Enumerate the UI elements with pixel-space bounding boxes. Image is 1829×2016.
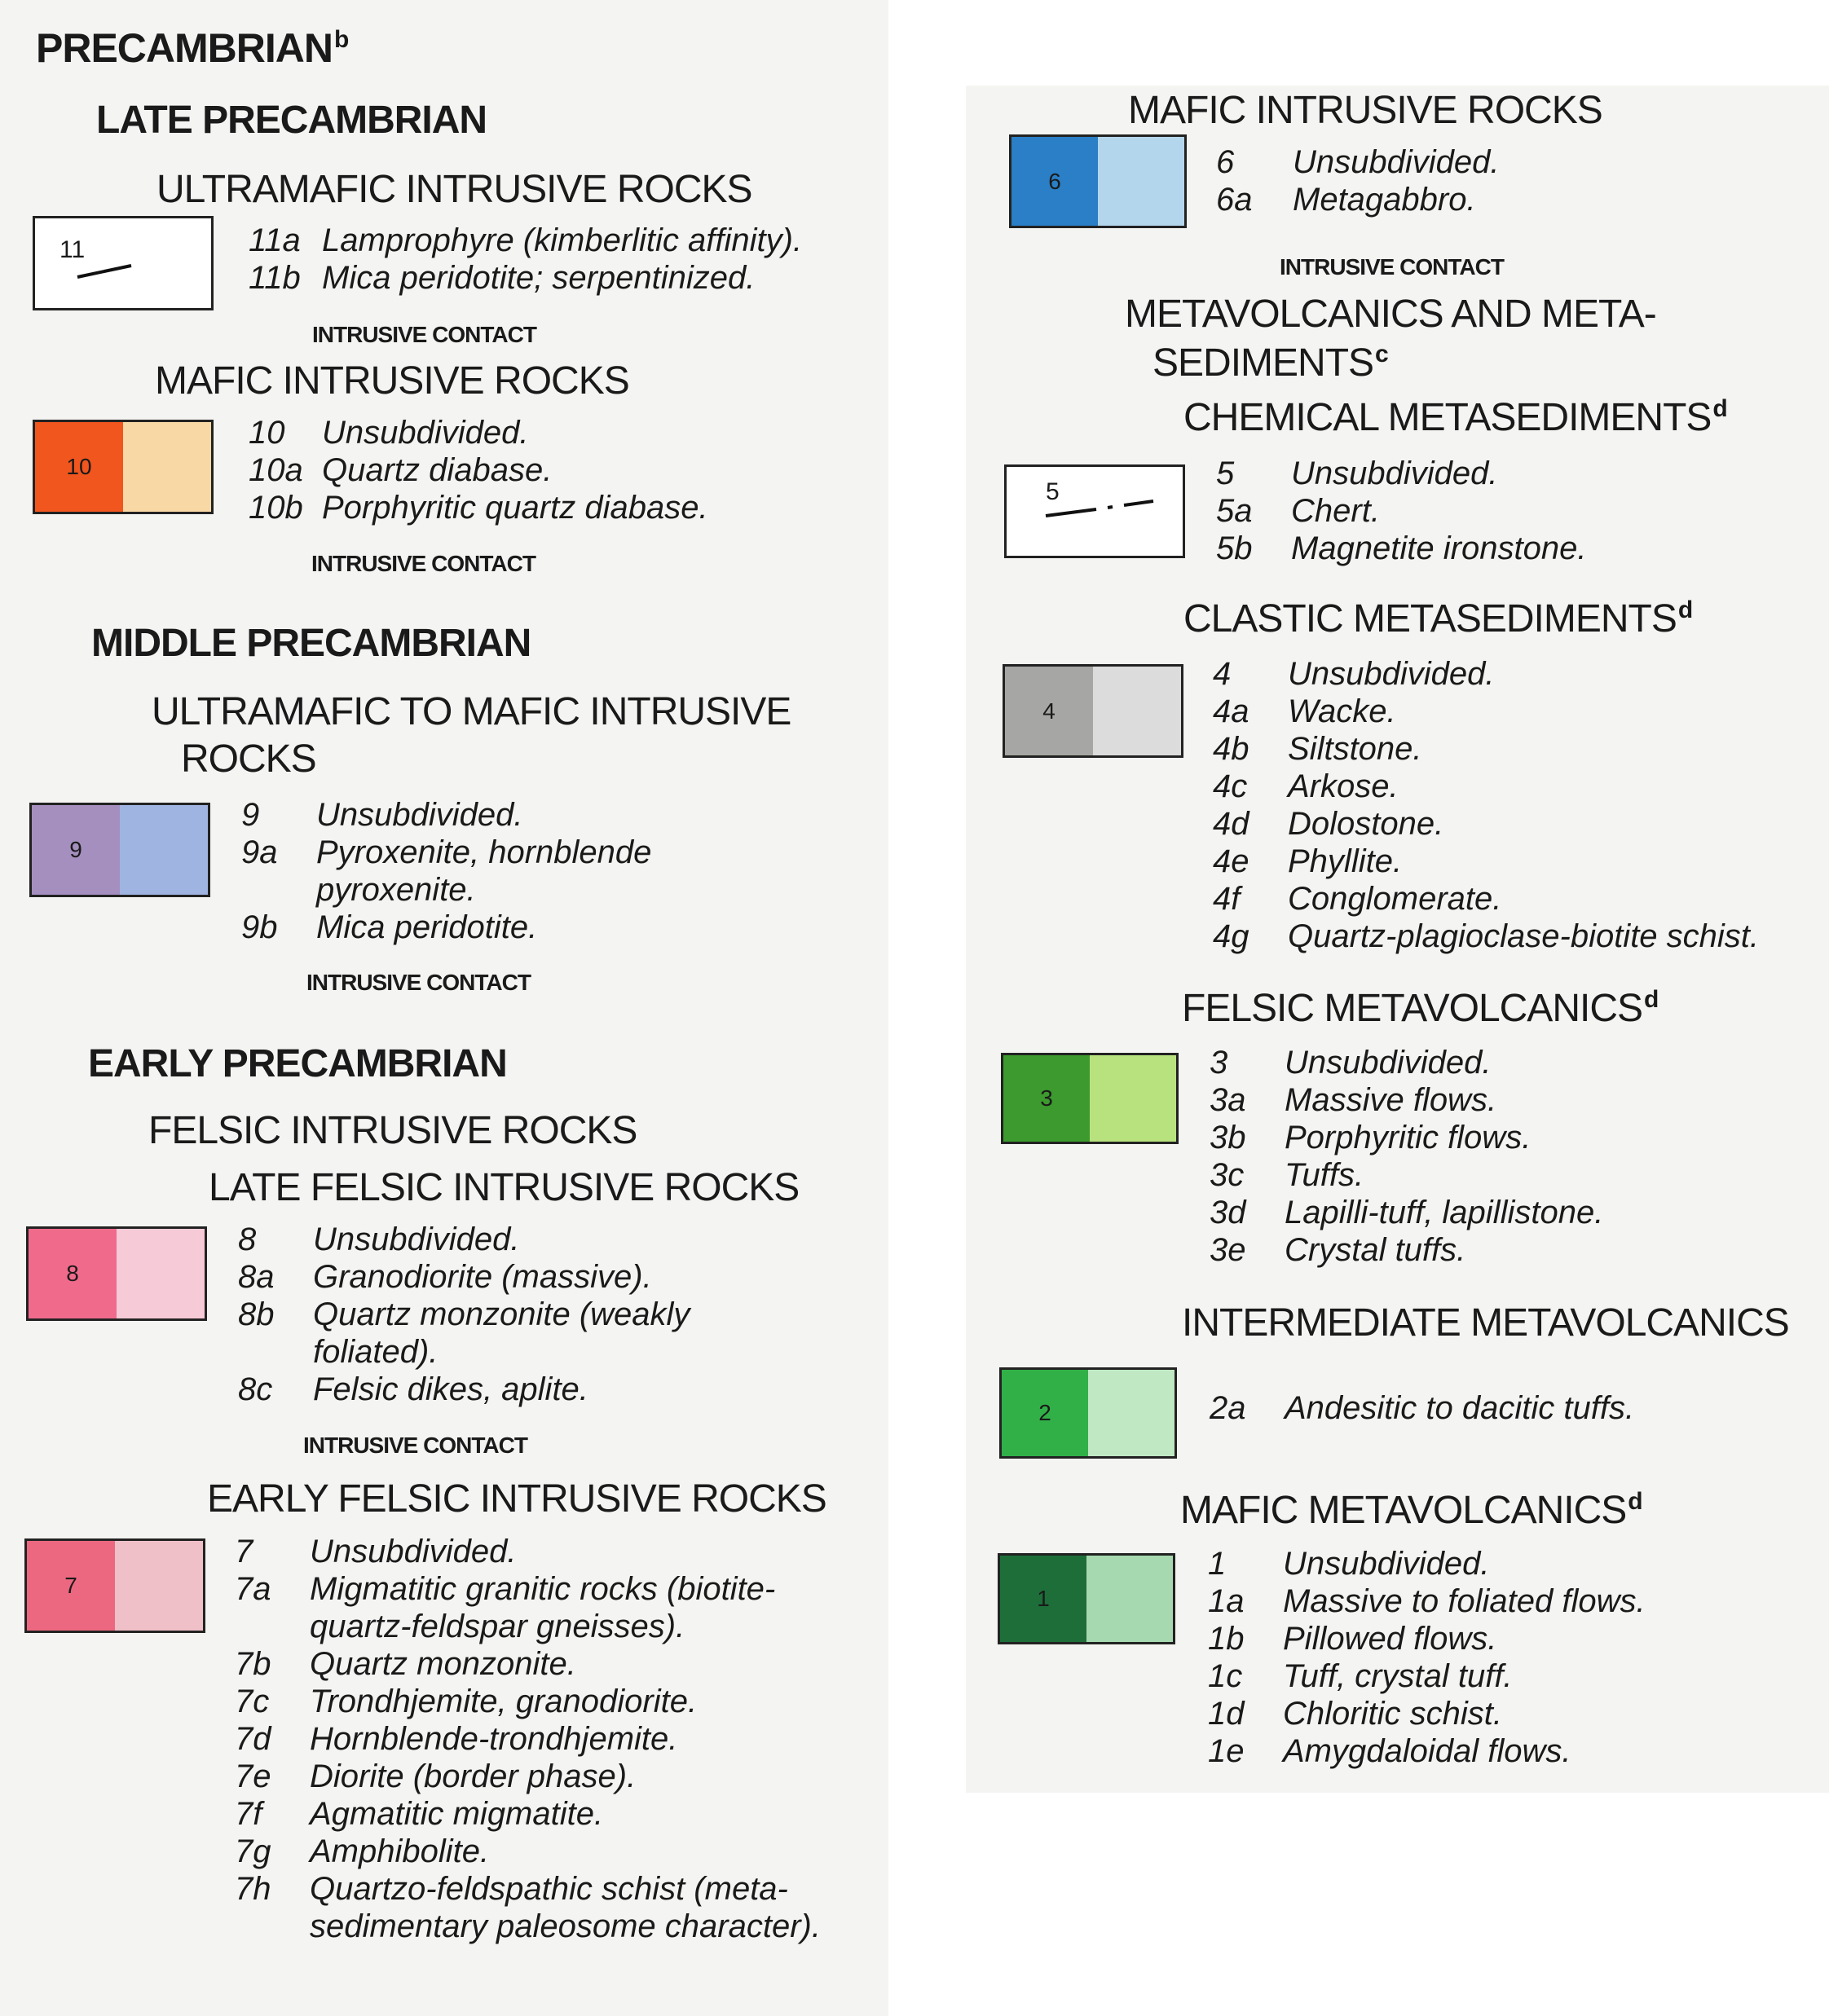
footnote-d: d xyxy=(1644,986,1659,1013)
unit-4-items xyxy=(1213,655,1816,955)
list-item: 8c Felsic dikes, aplite. xyxy=(238,1371,588,1407)
list-item: 4b Siltstone. xyxy=(1213,731,1422,767)
list-item: 1a Massive to foliated flows. xyxy=(1208,1583,1646,1619)
felsic-intrusive-heading: FELSIC INTRUSIVE ROCKS xyxy=(148,1109,637,1152)
unit-10-swatch xyxy=(33,420,214,514)
chemical-metasediments-heading: CHEMICAL METASEDIMENTS$^d$ xyxy=(1183,395,1727,439)
footnote-d: d xyxy=(1677,596,1693,623)
list-item: 3b Porphyritic flows. xyxy=(1210,1120,1532,1155)
early-precambrian-heading: EARLY PRECAMBRIAN xyxy=(88,1042,507,1085)
unit-5-items xyxy=(1216,455,1787,567)
intrusive-contact-label: INTRUSIVE CONTACT xyxy=(303,1433,527,1458)
clastic-metasediments-heading: CLASTIC METASEDIMENTS$^d$ xyxy=(1183,596,1693,640)
intrusive-contact-label: INTRUSIVE CONTACT xyxy=(311,551,535,576)
list-item: 8 Unsubdivided. xyxy=(238,1221,520,1257)
early-felsic-heading: EARLY FELSIC INTRUSIVE ROCKS xyxy=(207,1477,826,1521)
list-item: 3e Crystal tuffs. xyxy=(1210,1232,1466,1268)
list-item: 4 Unsubdivided. xyxy=(1213,656,1495,692)
list-item: 4c Arkose. xyxy=(1213,768,1399,804)
list-item: 2a Andesitic to dacitic tuffs. xyxy=(1210,1390,1635,1426)
list-item: 8a Granodiorite (massive). xyxy=(238,1259,652,1295)
late-precambrian-heading: LATE PRECAMBRIAN xyxy=(96,99,487,142)
list-item: 7d Hornblende-trondhjemite. xyxy=(235,1721,678,1757)
unit-3-swatch xyxy=(1001,1053,1179,1144)
swatch-light xyxy=(1093,667,1181,755)
unit-6-items xyxy=(1216,143,1787,218)
list-item: 5a Chert. xyxy=(1216,493,1380,529)
unit-2-swatch xyxy=(999,1367,1177,1459)
mafic-metavolcanics-heading: MAFIC METAVOLCANICS$^d$ xyxy=(1180,1488,1642,1532)
footnote-c: c xyxy=(1375,341,1388,368)
list-item: 10a Quartz diabase. xyxy=(249,452,553,488)
list-item: 4e Phyllite. xyxy=(1213,843,1403,879)
swatch-light xyxy=(1098,137,1184,226)
list-item: 4g Quartz-plagioclase-biotite schist. xyxy=(1213,918,1760,954)
unit-2-items xyxy=(1210,1389,1813,1427)
swatch-light xyxy=(1088,1370,1175,1456)
list-item: 1c Tuff, crystal tuff. xyxy=(1208,1658,1513,1694)
unit-6-swatch xyxy=(1009,134,1187,228)
mafic-intrusive-heading: MAFIC INTRUSIVE ROCKS xyxy=(155,359,629,403)
unit-9-items xyxy=(241,796,730,946)
unit-8-swatch xyxy=(26,1226,207,1321)
ultramafic-to-mafic-heading-cont: ROCKS xyxy=(181,737,316,781)
ultramafic-to-mafic-heading: ULTRAMAFIC TO MAFIC INTRUSIVE xyxy=(152,690,791,733)
list-item: 7g Amphibolite. xyxy=(235,1833,490,1869)
unit-11-label: 11 xyxy=(59,236,86,263)
unit-3-items xyxy=(1210,1044,1813,1269)
felsic-metavolcanics-heading: FELSIC METAVOLCANICS$^d$ xyxy=(1182,986,1659,1030)
list-item: 10 Unsubdivided. xyxy=(249,415,529,451)
swatch-dark: 3 xyxy=(1003,1055,1090,1142)
unit-7-swatch xyxy=(24,1538,205,1633)
intrusive-contact-label: INTRUSIVE CONTACT xyxy=(1280,254,1504,280)
list-item: 7f Agmatitic migmatite. xyxy=(235,1796,604,1832)
dashed-line-symbol-icon xyxy=(1007,467,1183,556)
list-item: 7c Trondhjemite, granodiorite. xyxy=(235,1684,698,1719)
list-item: 7b Quartz monzonite. xyxy=(235,1646,576,1682)
footnote-d: d xyxy=(1628,1488,1642,1515)
swatch-dark: 7 xyxy=(27,1541,115,1631)
unit-5-label: 5 xyxy=(1046,478,1060,505)
unit-4-swatch xyxy=(1003,664,1183,758)
list-item: 10b Porphyritic quartz diabase. xyxy=(249,490,708,526)
list-item: 6a Metagabbro. xyxy=(1216,182,1476,218)
footnote-d: d xyxy=(1712,395,1727,422)
list-item: 3d Lapilli-tuff, lapillistone. xyxy=(1210,1195,1604,1230)
list-item: 6 Unsubdivided. xyxy=(1216,144,1500,180)
unit-7-items xyxy=(235,1533,854,1945)
unit-9-swatch xyxy=(29,803,210,897)
swatch-dark: 8 xyxy=(29,1229,117,1318)
swatch-dark: 1 xyxy=(1000,1556,1086,1642)
dike-symbol-icon xyxy=(35,218,211,308)
list-item: 8b Quartz monzonite (weakly foliated). xyxy=(238,1296,690,1370)
unit-11-swatch xyxy=(33,216,214,310)
list-item: 7a Migmatitic granitic rocks (biotite-quartz-feldspar gneisses). xyxy=(235,1571,776,1644)
precambrian-title: PRECAMBRIAN$^b$ xyxy=(36,25,349,71)
metavolcanics-heading-cont: SEDIMENTS$^c$ xyxy=(1152,341,1388,385)
swatch-light xyxy=(115,1541,203,1631)
list-item: 1b Pillowed flows. xyxy=(1208,1621,1497,1657)
list-item: 3 Unsubdivided. xyxy=(1210,1045,1492,1081)
list-item: 9a Pyroxenite, hornblende pyroxenite. xyxy=(241,834,652,908)
intermediate-metavolcanics-heading: INTERMEDIATE METAVOLCANICS xyxy=(1182,1301,1789,1345)
list-item: 5 Unsubdivided. xyxy=(1216,456,1498,491)
swatch-light xyxy=(123,422,211,512)
list-item: 11b Mica peridotite; serpentinized. xyxy=(249,260,756,296)
swatch-dark: 10 xyxy=(35,422,123,512)
intrusive-contact-label: INTRUSIVE CONTACT xyxy=(306,970,531,995)
list-item: 4d Dolostone. xyxy=(1213,806,1444,842)
swatch-dark: 2 xyxy=(1002,1370,1088,1456)
late-felsic-heading: LATE FELSIC INTRUSIVE ROCKS xyxy=(209,1166,800,1209)
swatch-light xyxy=(120,805,208,895)
list-item: 4a Wacke. xyxy=(1213,693,1396,729)
list-item: 7 Unsubdivided. xyxy=(235,1534,517,1569)
unit-5-swatch xyxy=(1004,464,1185,558)
footnote-b: b xyxy=(334,26,349,54)
swatch-dark: 9 xyxy=(32,805,120,895)
swatch-dark: 6 xyxy=(1011,137,1098,226)
list-item: 1e Amygdaloidal flows. xyxy=(1208,1733,1571,1769)
list-item: 1 Unsubdivided. xyxy=(1208,1546,1490,1582)
list-item: 7e Diorite (border phase). xyxy=(235,1758,637,1794)
list-item: 3c Tuffs. xyxy=(1210,1157,1364,1193)
list-item: 11a Lamprophyre (kimberlitic affinity). xyxy=(249,222,803,258)
middle-precambrian-heading: MIDDLE PRECAMBRIAN xyxy=(91,622,531,665)
list-item: 7h Quartzo-feldspathic schist (meta-sedimentary paleosome character). xyxy=(235,1871,821,1944)
list-item: 9b Mica peridotite. xyxy=(241,909,538,945)
list-item: 9 Unsubdivided. xyxy=(241,797,523,833)
list-item: 3a Massive flows. xyxy=(1210,1082,1497,1118)
swatch-light xyxy=(1090,1055,1176,1142)
unit-10-items xyxy=(249,414,876,526)
unit-8-items xyxy=(238,1221,743,1408)
metavolcanics-heading: METAVOLCANICS AND META- xyxy=(1125,293,1656,336)
unit-1-items xyxy=(1208,1545,1811,1770)
unit-11-items xyxy=(249,222,876,297)
swatch-dark: 4 xyxy=(1005,667,1093,755)
list-item: 4f Conglomerate. xyxy=(1213,881,1502,917)
swatch-light xyxy=(1086,1556,1173,1642)
list-item: 5b Magnetite ironstone. xyxy=(1216,530,1587,566)
mafic-intrusive-heading-right: MAFIC INTRUSIVE ROCKS xyxy=(1128,89,1602,132)
ultramafic-heading: ULTRAMAFIC INTRUSIVE ROCKS xyxy=(156,168,752,211)
list-item: 1d Chloritic schist. xyxy=(1208,1696,1502,1732)
intrusive-contact-label: INTRUSIVE CONTACT xyxy=(312,322,536,347)
unit-1-swatch xyxy=(998,1553,1175,1644)
swatch-light xyxy=(117,1229,205,1318)
